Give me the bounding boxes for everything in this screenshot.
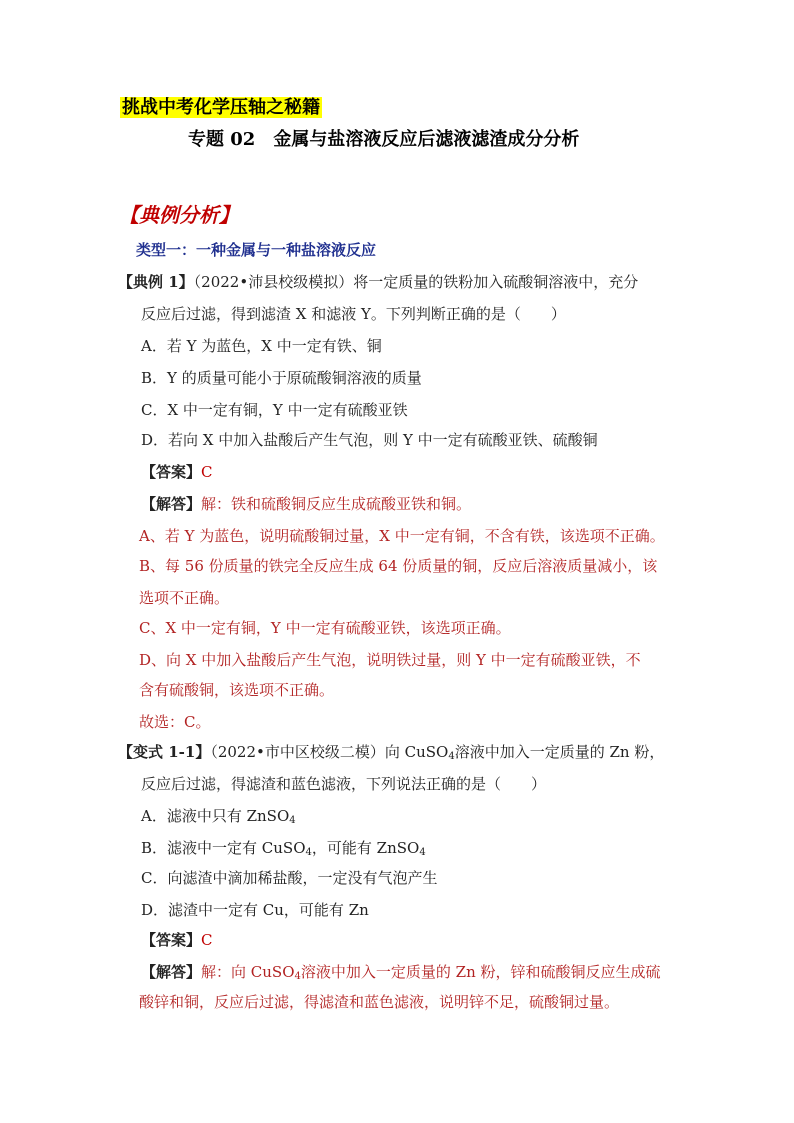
variant1-stem-line2: 反应后过滤，得滤渣和蓝色滤液，下列说法正确的是（ ） (141, 775, 547, 793)
variant1-option-b-sub2: 4 (419, 847, 426, 858)
page-title: 专题 02 金属与盐溶液反应后滤液滤渣成分分析 (188, 129, 580, 150)
variant1-option-b (141, 838, 426, 858)
variant1-tag: 【变式 1-1】 (118, 743, 211, 761)
variant1-stem-a: （2022•市中区校级二模）向 CuSO (210, 743, 449, 761)
example1-analysis-d: D、向 X 中加入盐酸后产生气泡，说明铁过量，则 Y 中一定有硫酸亚铁，不 (139, 651, 641, 669)
variant1-analysis-sub: 4 (294, 971, 301, 982)
section-heading: 【典例分析】 (119, 203, 239, 227)
example1-analysis (141, 494, 471, 514)
variant1-option-d: D．滤渣中一定有 Cu，可能有 Zn (141, 901, 369, 919)
variant1-stem-line1 (118, 742, 664, 762)
variant1-stem-b: 溶液中加入一定质量的 Zn 粉， (454, 743, 665, 761)
example1-option-b: B．Y 的质量可能小于原硫酸铜溶液的质量 (141, 369, 422, 387)
example1-option-a: A．若 Y 为蓝色，X 中一定有铁、铜 (141, 337, 382, 355)
variant1-option-a (141, 806, 296, 826)
type-heading: 类型一：一种金属与一种盐溶液反应 (136, 241, 377, 259)
variant1-analysis-line2: 酸锌和铜，反应后过滤，得滤渣和蓝色滤液，说明锌不足，硫酸铜过量。 (139, 993, 620, 1011)
variant1-answer-tag: 【答案】 (141, 931, 202, 949)
example1-stem-line2: 反应后过滤，得到滤渣 X 和滤液 Y。下列判断正确的是（ ） (141, 305, 566, 323)
variant1-option-b-text1: B．滤液中一定有 CuSO (141, 839, 306, 857)
example1-analysis-a: A、若 Y 为蓝色，说明硫酸铜过量，X 中一定有铜，不含有铁，该选项不正确。 (139, 527, 665, 545)
variant1-option-c: C．向滤渣中滴加稀盐酸，一定没有气泡产生 (141, 869, 438, 887)
variant1-analysis-a: 解：向 CuSO (201, 963, 295, 981)
example1-answer-tag: 【答案】 (141, 463, 202, 481)
example1-analysis-tag: 【解答】 (141, 495, 202, 513)
example1-analysis-d-cont: 含有硫酸铜，该选项不正确。 (139, 681, 335, 699)
variant1-option-b-text2: ，可能有 ZnSO (311, 839, 420, 857)
example1-option-d: D．若向 X 中加入盐酸后产生气泡，则 Y 中一定有硫酸亚铁、硫酸铜 (141, 431, 598, 449)
example1-option-c: C．X 中一定有铜，Y 中一定有硫酸亚铁 (141, 401, 408, 419)
example1-stem-line1 (118, 272, 638, 292)
example1-answer (141, 462, 213, 482)
example1-stem-text: （2022•沛县校级模拟）将一定质量的铁粉加入硫酸铜溶液中，充分 (193, 273, 639, 291)
variant1-analysis-tag: 【解答】 (141, 963, 202, 981)
example1-analysis-intro: 解：铁和硫酸铜反应生成硫酸亚铁和铜。 (201, 495, 472, 513)
example1-analysis-b-cont: 选项不正确。 (139, 589, 230, 607)
example1-answer-value: C (201, 463, 213, 481)
banner (120, 96, 322, 120)
example1-analysis-b: B、每 56 份质量的铁完全反应生成 64 份质量的铜，反应后溶液质量减小，该 (139, 557, 658, 575)
variant1-answer-value: C (201, 931, 213, 949)
variant1-analysis-b: 溶液中加入一定质量的 Zn 粉，锌和硫酸铜反应生成硫 (300, 963, 661, 981)
variant1-stem-sub: 4 (448, 751, 455, 762)
example1-analysis-c: C、X 中一定有铜，Y 中一定有硫酸亚铁，该选项正确。 (139, 619, 511, 637)
variant1-option-a-text: A．滤液中只有 ZnSO (141, 807, 290, 825)
variant1-option-b-sub1: 4 (305, 847, 312, 858)
variant1-option-a-sub: 4 (289, 815, 296, 826)
example1-tag: 【典例 1】 (118, 273, 194, 291)
variant1-analysis-line1 (141, 962, 661, 982)
banner-text: 挑战中考化学压轴之秘籍 (122, 97, 320, 118)
variant1-answer (141, 930, 213, 950)
example1-conclusion: 故选：C。 (139, 713, 211, 731)
